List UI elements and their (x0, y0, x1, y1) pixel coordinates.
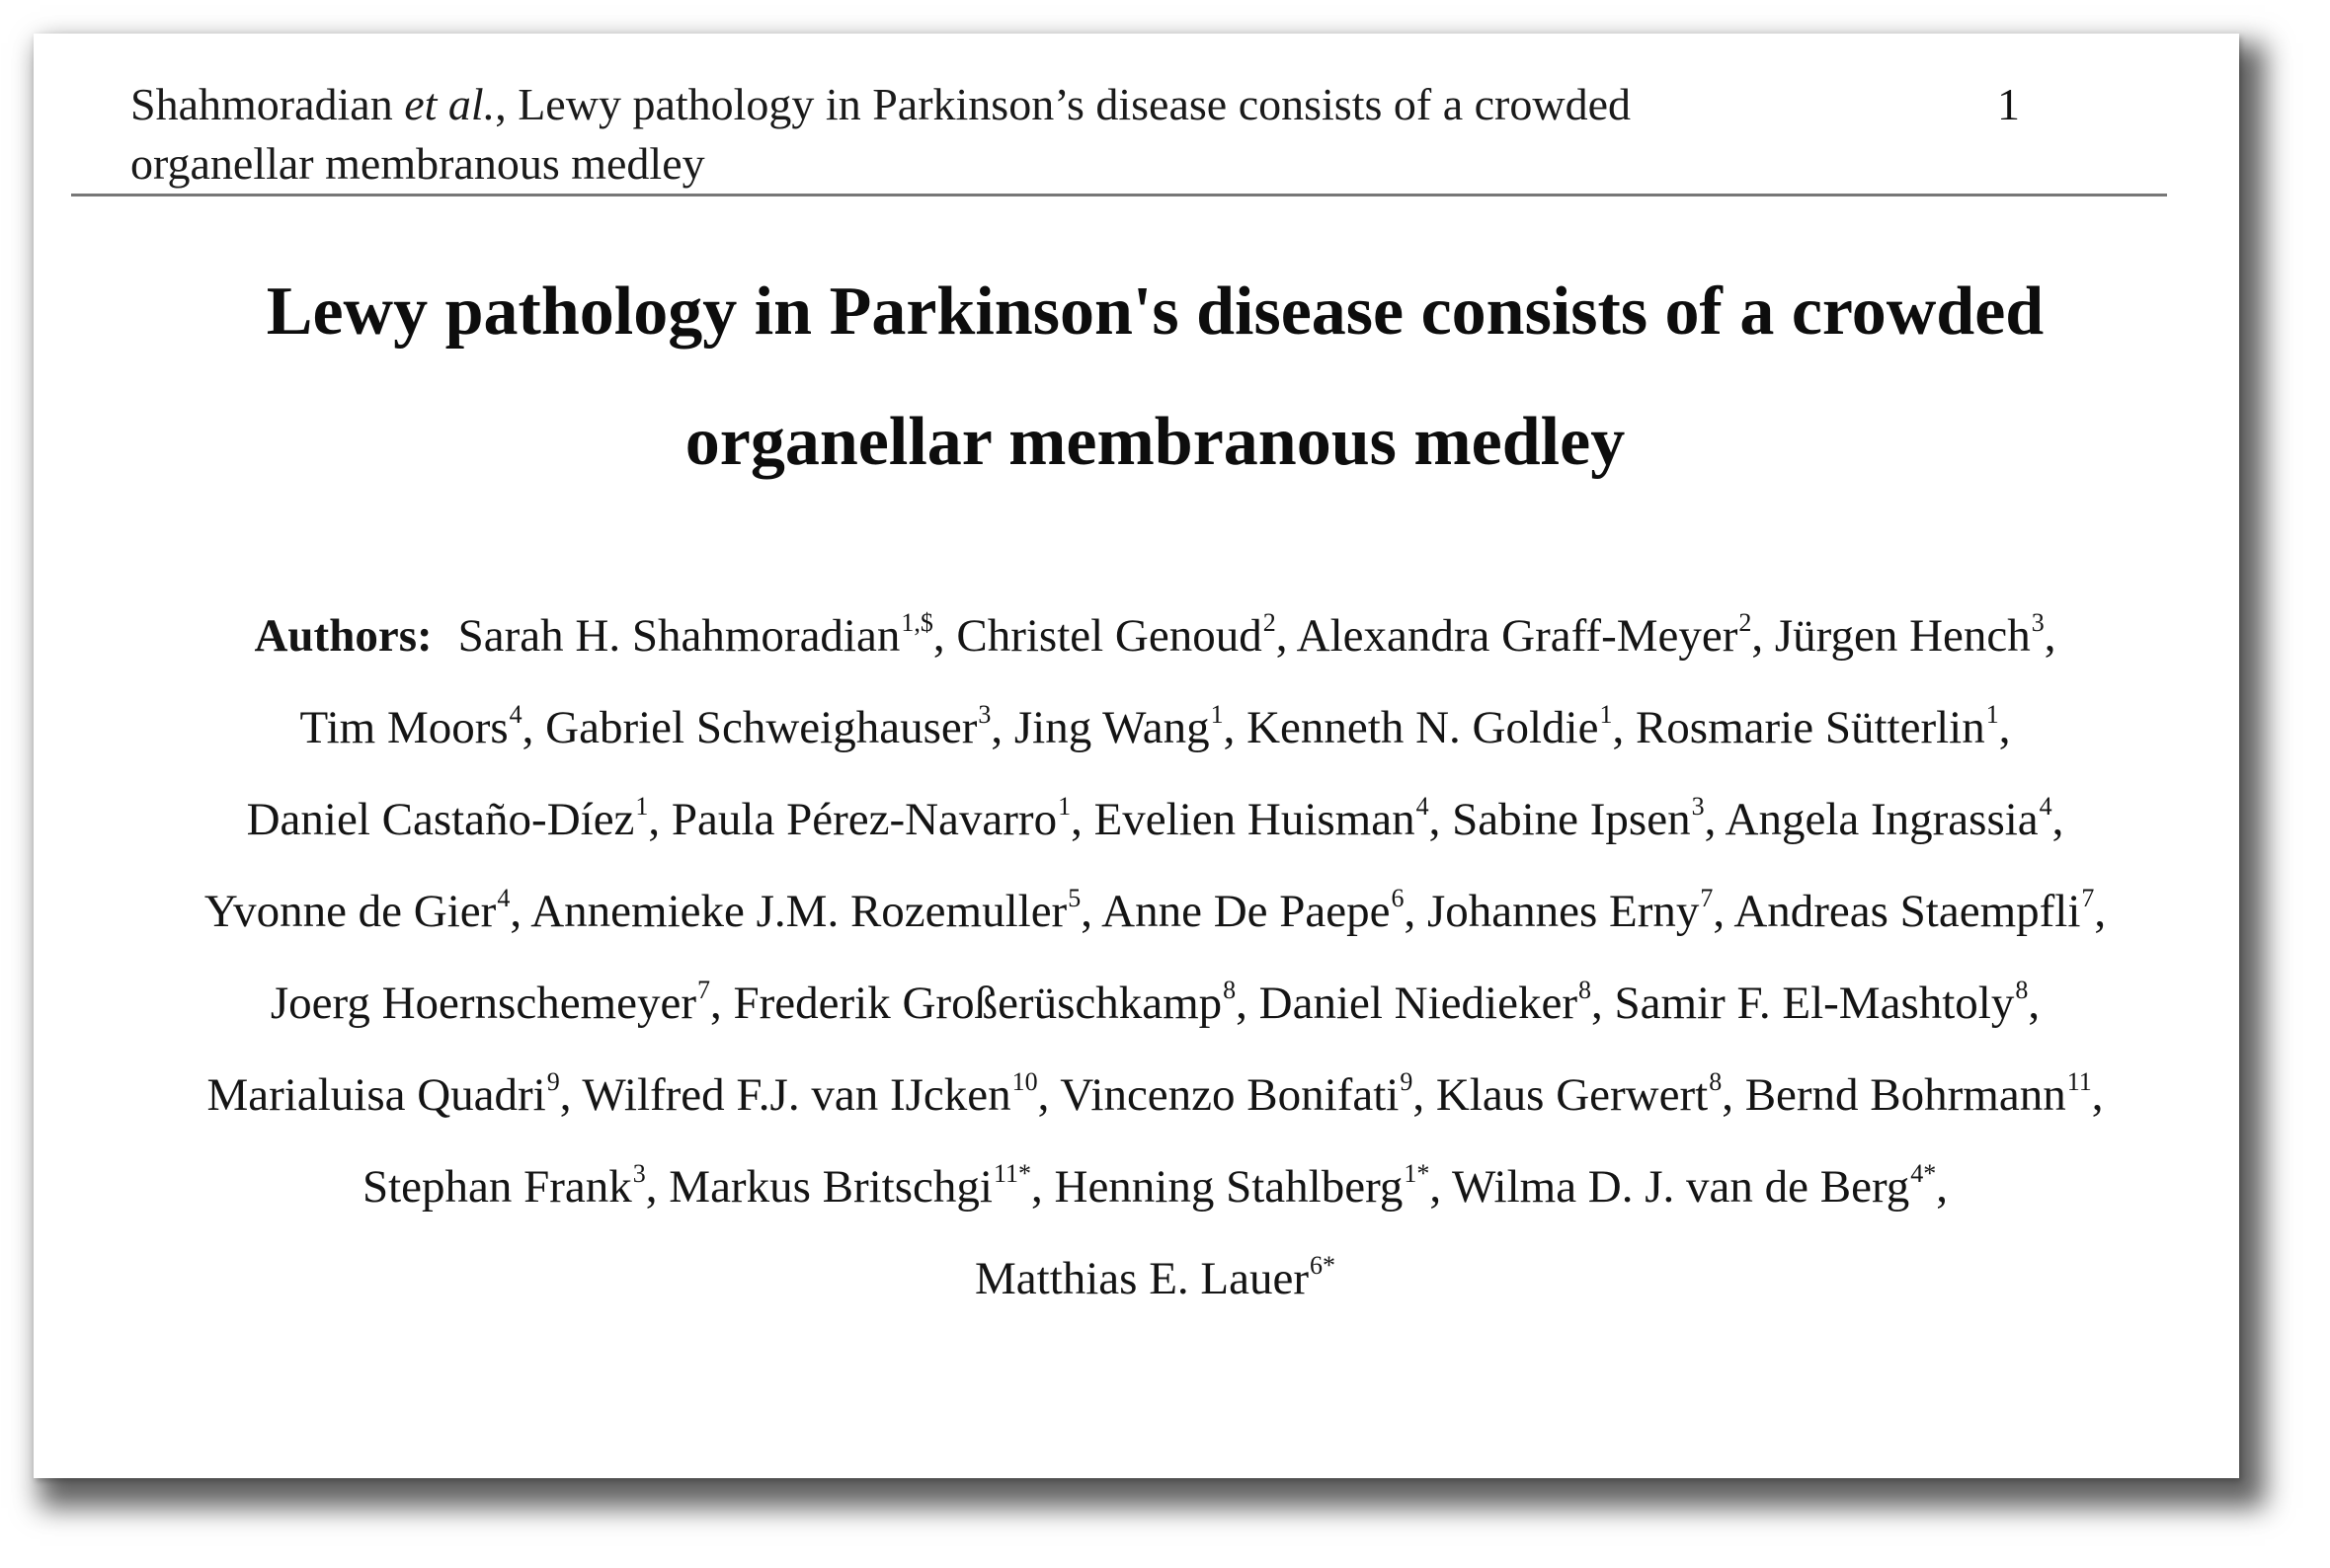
author-affiliation: 11 (2066, 1067, 2092, 1096)
author-entry (956, 610, 1287, 662)
author-separator: , (2044, 610, 2056, 662)
author-separator: , (1412, 1069, 1425, 1121)
author-entry (1259, 978, 1603, 1029)
author-separator: , (991, 702, 1004, 753)
author-entry (1726, 794, 2064, 845)
author-entry (1014, 702, 1235, 753)
author-separator: , (2051, 794, 2064, 845)
author-name: Joerg Hoernschemeyer (270, 978, 696, 1029)
author-separator: , (1751, 610, 1764, 662)
author-name: Angela Ingrassia (1725, 794, 2039, 845)
running-header-etal: et al. (404, 79, 496, 129)
author-name: Wilma D. J. van de Berg (1452, 1161, 1910, 1213)
author-entry (1775, 610, 2056, 662)
author-entry (362, 1161, 658, 1213)
author-separator: , (1998, 702, 2011, 753)
author-name: Daniel Niedieker (1258, 978, 1577, 1029)
author-separator: , (1722, 1069, 1733, 1121)
author-affiliation: 3 (2031, 608, 2045, 637)
author-name: Markus Britschgi (669, 1161, 993, 1213)
author-name: Bernd Bohrmann (1744, 1069, 2066, 1121)
author-name: Yvonne de Gier (203, 886, 497, 937)
author-affiliation: 1 (1599, 700, 1613, 729)
author-affiliation: 1 (1985, 700, 1999, 729)
author-entry (1101, 886, 1415, 937)
author-affiliation: 7 (1700, 884, 1714, 912)
author-affiliation: 5 (1068, 884, 1082, 912)
author-name: Vincenzo Bonifati (1060, 1069, 1400, 1121)
running-header (71, 47, 2175, 197)
author-entry (530, 886, 1092, 937)
author-separator: , (1275, 610, 1288, 662)
author-entry (1452, 794, 1716, 845)
author-name: Frederik Großerüschkamp (733, 978, 1223, 1029)
author-entry (582, 1069, 1049, 1121)
author-affiliation: 4 (1415, 792, 1429, 821)
author-separator: , (1429, 1161, 1442, 1213)
author-name: Matthias E. Lauer (974, 1253, 1310, 1304)
author-list (204, 610, 2106, 1304)
author-entry (1745, 1069, 2104, 1121)
author-affiliation: 7 (2081, 884, 2095, 912)
author-name: Rosmarie Sütterlin (1635, 702, 1985, 753)
author-separator: , (932, 610, 945, 662)
running-header-authors: Shahmoradian (130, 79, 393, 129)
author-separator: , (1081, 886, 1092, 937)
author-entry (669, 1161, 1042, 1213)
author-separator: , (1031, 1161, 1043, 1213)
author-entry (545, 702, 1003, 753)
author-name: Samir F. El-Mashtoly (1614, 978, 2015, 1029)
author-separator: , (1704, 794, 1717, 845)
author-affiliation: 1* (1404, 1159, 1430, 1188)
author-name: Anne De Paepe (1101, 886, 1391, 937)
author-name: Alexandra Graff-Meyer (1296, 610, 1738, 662)
author-affiliation: 1 (1058, 792, 1072, 821)
author-entry (1733, 886, 2106, 937)
author-name: Evelien Huisman (1093, 794, 1415, 845)
author-name: Kenneth N. Goldie (1246, 702, 1599, 753)
author-affiliation: 8 (1709, 1067, 1723, 1096)
author-separator: , (2091, 1069, 2104, 1121)
author-affiliation: 9 (546, 1067, 560, 1096)
author-affiliation: 4 (509, 700, 522, 729)
author-entry (1427, 886, 1725, 937)
author-affiliation: 7 (697, 976, 710, 1004)
header-divider (71, 194, 2167, 196)
author-separator: , (1071, 794, 1083, 845)
author-name: Jing Wang (1013, 702, 1210, 753)
author-separator: , (510, 886, 522, 937)
author-affiliation: 10 (1011, 1067, 1038, 1096)
author-name: Johannes Erny (1426, 886, 1700, 937)
authors-label: Authors: (254, 610, 433, 662)
author-entry (1094, 794, 1441, 845)
running-title (130, 75, 1977, 194)
author-separator: , (559, 1069, 572, 1121)
author-separator: , (522, 702, 534, 753)
author-name: Henning Stahlberg (1054, 1161, 1404, 1213)
author-separator: , (1713, 886, 1726, 937)
author-affiliation: 4* (1910, 1159, 1937, 1188)
author-affiliation: 8 (1577, 976, 1591, 1004)
author-entry (734, 978, 1247, 1029)
author-entry (458, 610, 945, 662)
author-name: Marialuisa Quadri (206, 1069, 546, 1121)
author-name: Daniel Castaño-Díez (246, 794, 635, 845)
author-affiliation: 4 (2039, 792, 2052, 821)
author-separator: , (1223, 702, 1236, 753)
author-separator: , (1612, 702, 1625, 753)
author-affiliation: 2 (1738, 608, 1752, 637)
author-entry (1055, 1161, 1442, 1213)
authors-block (71, 590, 2239, 1325)
author-entry (1614, 978, 2040, 1029)
author-name: Sarah H. Shahmoradian (457, 610, 901, 662)
author-entry (672, 794, 1083, 845)
author-separator: , (1590, 978, 1603, 1029)
author-entry (1060, 1069, 1424, 1121)
author-name: Klaus Gerwert (1435, 1069, 1709, 1121)
author-affiliation: 1 (635, 792, 649, 821)
author-name: Jürgen Hench (1774, 610, 2031, 662)
author-separator: , (2094, 886, 2107, 937)
author-affiliation: 8 (2015, 976, 2029, 1004)
author-name: Gabriel Schweighauser (545, 702, 978, 753)
author-name: Wilfred F.J. van IJcken (582, 1069, 1011, 1121)
author-name: Tim Moors (299, 702, 509, 753)
author-entry (247, 794, 661, 845)
author-separator: , (1037, 1069, 1050, 1121)
author-affiliation: 1 (1210, 700, 1224, 729)
author-name: Stephan Frank (362, 1161, 632, 1213)
author-entry (271, 978, 722, 1029)
author-name: Paula Pérez-Navarro (671, 794, 1058, 845)
page-number: 1 (1997, 79, 2020, 129)
author-separator: , (648, 794, 661, 845)
author-affiliation: 8 (1223, 976, 1237, 1004)
author-affiliation: 3 (978, 700, 992, 729)
author-entry (206, 1069, 571, 1121)
author-affiliation: 9 (1400, 1067, 1413, 1096)
author-entry (204, 886, 522, 937)
author-entry (1297, 610, 1763, 662)
author-name: Christel Genoud (956, 610, 1262, 662)
author-name: Annemieke J.M. Rozemuller (530, 886, 1068, 937)
author-separator: , (710, 978, 722, 1029)
author-name: Sabine Ipsen (1452, 794, 1691, 845)
author-entry (1636, 702, 2011, 753)
author-name: Andreas Staempfli (1733, 886, 2081, 937)
author-affiliation: 3 (1691, 792, 1705, 821)
author-affiliation: 4 (497, 884, 511, 912)
author-affiliation: 3 (632, 1159, 646, 1188)
author-separator: , (1236, 978, 1247, 1029)
author-affiliation: 1,$ (901, 608, 933, 637)
author-separator: , (1404, 886, 1416, 937)
author-entry (1436, 1069, 1733, 1121)
author-affiliation: 2 (1262, 608, 1276, 637)
author-entry (1452, 1161, 1948, 1213)
author-separator: , (1428, 794, 1441, 845)
author-entry (975, 1253, 1335, 1304)
author-entry (1246, 702, 1624, 753)
author-separator: , (645, 1161, 658, 1213)
author-separator: , (1936, 1161, 1949, 1213)
running-header-title: , Lewy pathology in Parkinson’s disease consists of a crowded organellar membranous medley (130, 79, 1632, 189)
author-entry (300, 702, 534, 753)
author-separator: , (2028, 978, 2041, 1029)
author-affiliation: 6 (1391, 884, 1405, 912)
paper-title: Lewy pathology in Parkinson's disease consists of a crowded organellar membranous medley (266, 274, 2045, 480)
author-affiliation: 11* (993, 1159, 1031, 1188)
author-affiliation: 6* (1310, 1251, 1336, 1280)
